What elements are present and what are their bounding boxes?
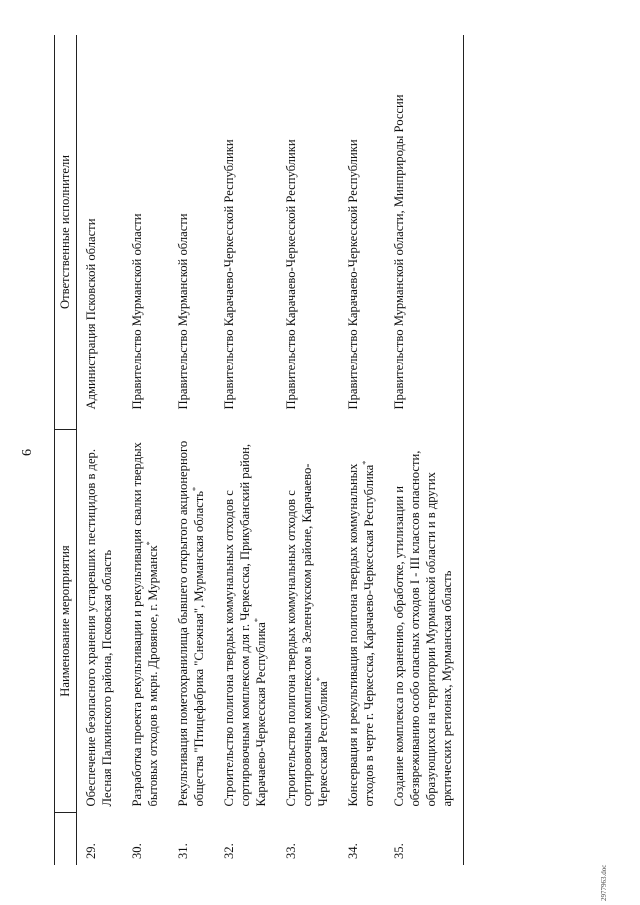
row-executors: Правительство Карачаево-Черкесской Республики [346,139,360,410]
row-executors: Правительство Карачаево-Черкесской Республики [222,139,236,410]
table-row [385,35,464,865]
footnote-star: * [252,618,262,623]
header-row [55,35,77,865]
footnote-star: * [360,460,370,465]
table-row [169,35,215,865]
row-measure-text: Создание комплекса по хранению, обработке, утилизации и обезвреживанию особо опасных отходов I - III классов опасности, образующихся на территории Мурманской области и в других арктических регионах, Мурманская область [392,450,454,807]
row-measure-text: Обеспечение безопасного хранения устаревших пестицидов в дер. Лесная Палкинского района, Псковская область [84,449,114,807]
table-row [339,35,385,865]
row-measure-name [215,430,277,813]
row-measure-name [123,430,169,813]
row-number: 30. [130,843,144,859]
table-body [77,35,464,865]
row-measure-name [277,430,339,813]
row-number: 29. [84,843,98,859]
footnote-star: * [144,541,154,546]
table-row [123,35,169,865]
table-row [77,35,124,865]
header-number [55,813,77,866]
row-measure-text: Строительство полигона твердых коммунальных отходов с сортировочным комплексом в Зеленчукском районе, Карачаево-Черкесская Республика [284,463,330,807]
row-number: 31. [176,843,190,859]
measures-table [54,35,464,865]
header-executors: Ответственные исполнители [55,35,77,430]
row-number: 35. [385,813,464,866]
row-measure-name [77,430,124,813]
row-measure-text: Консервация и рекультивация полигона твердых коммунальных отходов в черте г. Черкесска, Карачаево-Черкесская Республика [346,463,376,807]
document-code: 2977963.doc [600,864,608,901]
row-measure-text: Разработка проекта рекультивации и рекультивация свалки твердых бытовых отходов в мкрн. Дровяное, г. Мурманск [130,442,160,807]
table-header [55,35,77,865]
page-number: 6 [20,449,35,456]
row-measure-name [339,430,385,813]
footnote-star: * [190,486,200,491]
row-measure-name [385,430,464,813]
footnote-star: * [314,677,324,682]
row-measure-text: Строительство полигона твердых коммунальных отходов с сортировочным комплексом для г. Черкесска, Прикубанский район, Карачаево-Черкесская Республика [222,443,268,807]
row-measure-name [169,430,215,813]
row-executors: Администрация Псковской области [84,218,98,410]
table-row [277,35,339,865]
row-number: 34. [346,843,360,859]
row-number: 33. [284,843,298,859]
row-executors: Правительство Мурманской области [176,213,190,410]
row-executors: Правительство Мурманской области [130,213,144,410]
header-measure-name: Наименование мероприятия [55,430,77,813]
table-row [215,35,277,865]
row-number: 32. [222,843,236,859]
row-measure-text: Рекультивация пометохранилища бывшего открытого акционерного общества "Птицефабрика "Снежная", Мурманская область [176,440,206,807]
row-executors: Правительство Мурманской области, Минприроды России [385,35,464,430]
row-executors: Правительство Карачаево-Черкесской Республики [284,139,298,410]
